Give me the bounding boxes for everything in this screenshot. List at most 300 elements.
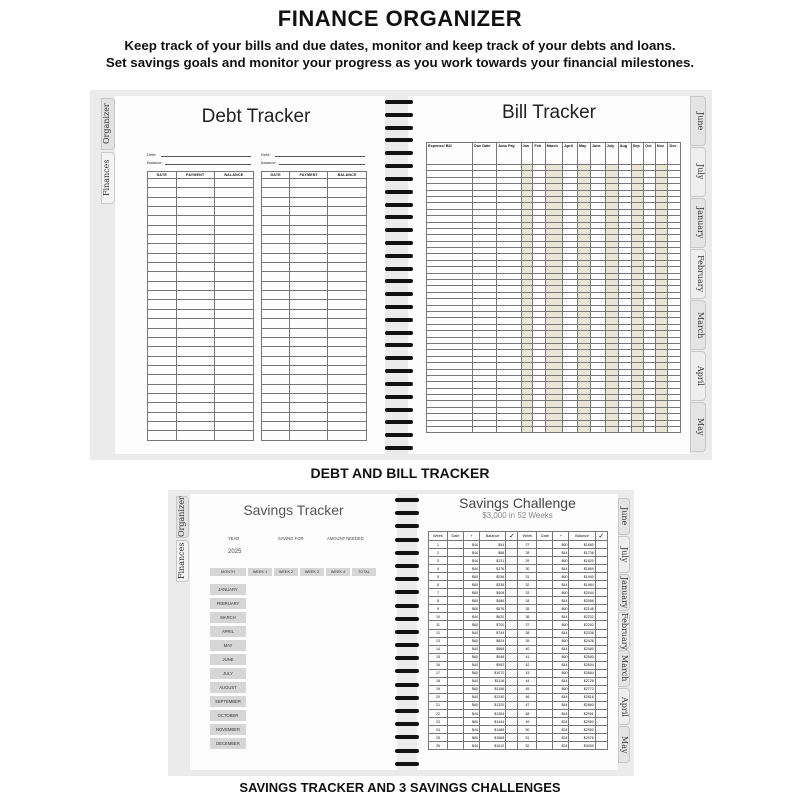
table-cell[interactable] (595, 621, 607, 629)
tab-january[interactable]: January (618, 574, 630, 611)
table-cell[interactable] (506, 573, 518, 581)
tab-may[interactable]: May (618, 726, 630, 763)
table-cell[interactable] (590, 427, 605, 433)
table-cell[interactable] (148, 253, 177, 262)
table-cell[interactable] (148, 300, 177, 309)
table-cell[interactable] (262, 421, 290, 430)
table-cell[interactable] (290, 197, 328, 206)
table-cell[interactable] (506, 709, 518, 717)
table-cell[interactable] (537, 718, 553, 726)
table-cell[interactable] (214, 309, 253, 318)
table-cell[interactable] (262, 253, 290, 262)
table-cell[interactable] (290, 356, 328, 365)
table-cell[interactable] (537, 565, 553, 573)
tab-june[interactable]: June (690, 96, 706, 146)
table-cell[interactable] (328, 431, 367, 440)
table-cell[interactable] (506, 581, 518, 589)
table-cell[interactable] (595, 709, 607, 717)
table-cell[interactable] (176, 188, 214, 197)
table-cell[interactable] (214, 207, 253, 216)
table-cell[interactable] (290, 188, 328, 197)
table-cell[interactable] (328, 319, 367, 328)
table-cell[interactable] (214, 347, 253, 356)
table-cell[interactable] (537, 709, 553, 717)
table-cell[interactable] (668, 427, 681, 433)
table-cell[interactable] (447, 677, 463, 685)
table-cell[interactable] (595, 581, 607, 589)
table-cell[interactable] (506, 685, 518, 693)
table-cell[interactable] (506, 734, 518, 742)
table-cell[interactable] (148, 337, 177, 346)
table-cell[interactable] (447, 637, 463, 645)
table-cell[interactable] (447, 653, 463, 661)
table-cell[interactable] (447, 589, 463, 597)
table-cell[interactable] (506, 613, 518, 621)
table-cell[interactable] (537, 726, 553, 734)
table-cell[interactable] (214, 412, 253, 421)
table-cell[interactable] (447, 669, 463, 677)
table-cell[interactable] (262, 244, 290, 253)
table-cell[interactable] (214, 431, 253, 440)
table-cell[interactable] (537, 589, 553, 597)
table-cell[interactable] (262, 403, 290, 412)
table-cell[interactable] (176, 375, 214, 384)
table-cell[interactable] (447, 605, 463, 613)
table-cell[interactable] (262, 356, 290, 365)
table-cell[interactable] (537, 549, 553, 557)
table-cell[interactable] (595, 589, 607, 597)
table-cell[interactable] (537, 661, 553, 669)
table-cell[interactable] (447, 661, 463, 669)
table-cell[interactable] (214, 384, 253, 393)
table-cell[interactable] (595, 629, 607, 637)
table-cell[interactable] (262, 412, 290, 421)
table-cell[interactable] (328, 403, 367, 412)
table-cell[interactable] (447, 565, 463, 573)
table-cell[interactable] (537, 597, 553, 605)
table-cell[interactable] (328, 216, 367, 225)
table-cell[interactable] (214, 328, 253, 337)
table-cell[interactable] (148, 281, 177, 290)
table-cell[interactable] (148, 225, 177, 234)
table-cell[interactable] (537, 701, 553, 709)
table-cell[interactable] (506, 653, 518, 661)
table-cell[interactable] (506, 589, 518, 597)
table-cell[interactable] (595, 645, 607, 653)
table-cell[interactable] (148, 309, 177, 318)
table-cell[interactable] (506, 541, 518, 549)
table-cell[interactable] (328, 412, 367, 421)
table-cell[interactable] (506, 693, 518, 701)
table-cell[interactable] (262, 263, 290, 272)
tab-april[interactable]: April (690, 351, 706, 401)
table-cell[interactable] (262, 179, 290, 188)
table-cell[interactable] (447, 557, 463, 565)
table-cell[interactable] (328, 263, 367, 272)
table-cell[interactable] (595, 685, 607, 693)
table-cell[interactable] (214, 291, 253, 300)
table-cell[interactable] (328, 337, 367, 346)
table-cell[interactable] (262, 197, 290, 206)
table-cell[interactable] (447, 718, 463, 726)
table-cell[interactable] (290, 365, 328, 374)
table-cell[interactable] (214, 421, 253, 430)
table-cell[interactable] (506, 557, 518, 565)
table-cell[interactable] (328, 356, 367, 365)
table-cell[interactable] (176, 319, 214, 328)
table-cell[interactable] (176, 412, 214, 421)
table-cell[interactable] (537, 677, 553, 685)
table-cell[interactable] (176, 216, 214, 225)
table-cell[interactable] (328, 365, 367, 374)
table-cell[interactable] (262, 393, 290, 402)
tab-june[interactable]: June (618, 498, 630, 535)
table-cell[interactable] (618, 427, 631, 433)
table-cell[interactable] (537, 685, 553, 693)
tab-july[interactable]: July (690, 147, 706, 197)
table-cell[interactable] (506, 742, 518, 750)
table-cell[interactable] (595, 677, 607, 685)
table-cell[interactable] (328, 300, 367, 309)
table-cell[interactable] (290, 235, 328, 244)
table-cell[interactable] (176, 179, 214, 188)
table-cell[interactable] (262, 272, 290, 281)
table-cell[interactable] (447, 613, 463, 621)
table-cell[interactable] (290, 244, 328, 253)
table-cell[interactable] (595, 653, 607, 661)
table-cell[interactable] (595, 557, 607, 565)
table-cell[interactable] (148, 356, 177, 365)
table-cell[interactable] (506, 605, 518, 613)
table-cell[interactable] (214, 403, 253, 412)
table-cell[interactable] (148, 347, 177, 356)
table-cell[interactable] (328, 253, 367, 262)
table-cell[interactable] (290, 393, 328, 402)
table-cell[interactable] (537, 653, 553, 661)
table-cell[interactable] (631, 427, 643, 433)
table-cell[interactable] (214, 225, 253, 234)
table-cell[interactable] (262, 225, 290, 234)
table-cell[interactable] (214, 235, 253, 244)
table-cell[interactable] (563, 427, 578, 433)
table-cell[interactable] (176, 263, 214, 272)
tab-february[interactable]: February (620, 613, 629, 651)
table-cell[interactable] (290, 272, 328, 281)
table-cell[interactable] (644, 427, 656, 433)
table-cell[interactable] (328, 328, 367, 337)
table-cell[interactable] (176, 291, 214, 300)
table-cell[interactable] (506, 645, 518, 653)
table-cell[interactable] (262, 216, 290, 225)
table-cell[interactable] (447, 629, 463, 637)
table-cell[interactable] (447, 701, 463, 709)
table-cell[interactable] (148, 216, 177, 225)
table-cell[interactable] (506, 726, 518, 734)
table-cell[interactable] (176, 272, 214, 281)
table-cell[interactable] (595, 661, 607, 669)
table-cell[interactable] (290, 281, 328, 290)
table-cell[interactable] (447, 685, 463, 693)
table-cell[interactable] (290, 375, 328, 384)
table-cell[interactable] (148, 375, 177, 384)
table-cell[interactable] (148, 319, 177, 328)
table-cell[interactable] (214, 300, 253, 309)
table-cell[interactable] (506, 637, 518, 645)
table-cell[interactable] (176, 403, 214, 412)
table-cell[interactable] (447, 693, 463, 701)
table-cell[interactable] (595, 541, 607, 549)
table-cell[interactable] (537, 613, 553, 621)
table-cell[interactable] (537, 693, 553, 701)
table-cell[interactable] (176, 431, 214, 440)
table-cell[interactable] (447, 742, 463, 750)
table-cell[interactable] (290, 421, 328, 430)
table-cell[interactable] (447, 734, 463, 742)
table-cell[interactable] (214, 216, 253, 225)
tab-april[interactable]: April (618, 688, 630, 725)
table-cell[interactable] (148, 384, 177, 393)
table-cell[interactable] (214, 337, 253, 346)
tab-july[interactable]: July (618, 536, 630, 573)
table-cell[interactable] (262, 328, 290, 337)
table-cell[interactable] (262, 319, 290, 328)
table-cell[interactable] (262, 291, 290, 300)
table-cell[interactable] (328, 421, 367, 430)
table-cell[interactable] (447, 645, 463, 653)
table-cell[interactable] (176, 347, 214, 356)
table-cell[interactable] (328, 207, 367, 216)
table-cell[interactable] (290, 403, 328, 412)
table-cell[interactable] (447, 573, 463, 581)
table-cell[interactable] (148, 328, 177, 337)
table-cell[interactable] (148, 403, 177, 412)
table-cell[interactable] (290, 225, 328, 234)
table-cell[interactable] (262, 188, 290, 197)
table-cell[interactable] (262, 337, 290, 346)
table-cell[interactable] (595, 701, 607, 709)
tab-march[interactable]: March (618, 650, 630, 687)
table-cell[interactable] (328, 384, 367, 393)
table-cell[interactable] (537, 581, 553, 589)
table-cell[interactable] (447, 597, 463, 605)
table-cell[interactable] (176, 253, 214, 262)
table-cell[interactable] (537, 645, 553, 653)
table-cell[interactable] (290, 263, 328, 272)
table-cell[interactable] (537, 557, 553, 565)
table-cell[interactable] (214, 281, 253, 290)
table-cell[interactable] (176, 207, 214, 216)
table-cell[interactable] (148, 365, 177, 374)
table-cell[interactable] (595, 613, 607, 621)
table-cell[interactable] (595, 693, 607, 701)
table-cell[interactable] (577, 427, 590, 433)
table-cell[interactable] (595, 597, 607, 605)
table-cell[interactable] (595, 605, 607, 613)
table-cell[interactable] (148, 244, 177, 253)
table-cell[interactable] (328, 309, 367, 318)
table-cell[interactable] (506, 701, 518, 709)
table-cell[interactable] (328, 375, 367, 384)
table-cell[interactable] (176, 244, 214, 253)
table-cell[interactable] (506, 677, 518, 685)
table-cell[interactable] (595, 573, 607, 581)
table-cell[interactable] (545, 427, 563, 433)
table-cell[interactable] (447, 709, 463, 717)
table-cell[interactable] (262, 431, 290, 440)
table-cell[interactable] (595, 734, 607, 742)
table-cell[interactable] (506, 629, 518, 637)
table-cell[interactable] (262, 384, 290, 393)
table-cell[interactable] (214, 179, 253, 188)
table-cell[interactable] (262, 300, 290, 309)
table-cell[interactable] (262, 365, 290, 374)
table-cell[interactable] (506, 669, 518, 677)
table-cell[interactable] (595, 549, 607, 557)
table-cell[interactable] (148, 197, 177, 206)
table-cell[interactable] (328, 188, 367, 197)
table-cell[interactable] (290, 384, 328, 393)
tab-organizer[interactable]: Organizer (101, 98, 115, 150)
tab-finances[interactable]: Finances (101, 152, 115, 204)
table-cell[interactable] (537, 629, 553, 637)
table-cell[interactable] (328, 244, 367, 253)
tab-finances[interactable]: Finances (176, 540, 189, 582)
table-cell[interactable] (328, 347, 367, 356)
tab-march[interactable]: March (690, 300, 706, 350)
table-cell[interactable] (595, 742, 607, 750)
tab-february[interactable]: February (690, 249, 706, 299)
table-cell[interactable] (262, 347, 290, 356)
table-cell[interactable] (497, 427, 521, 433)
table-cell[interactable] (328, 225, 367, 234)
table-cell[interactable] (214, 365, 253, 374)
table-cell[interactable] (176, 300, 214, 309)
table-cell[interactable] (595, 669, 607, 677)
table-cell[interactable] (176, 365, 214, 374)
table-cell[interactable] (176, 356, 214, 365)
table-cell[interactable] (214, 375, 253, 384)
table-cell[interactable] (473, 427, 497, 433)
table-cell[interactable] (148, 272, 177, 281)
table-cell[interactable] (176, 235, 214, 244)
table-cell[interactable] (214, 253, 253, 262)
table-cell[interactable] (148, 291, 177, 300)
table-cell[interactable] (537, 605, 553, 613)
table-cell[interactable] (290, 291, 328, 300)
table-cell[interactable] (176, 393, 214, 402)
table-cell[interactable] (595, 565, 607, 573)
table-cell[interactable] (447, 726, 463, 734)
table-cell[interactable] (176, 197, 214, 206)
table-cell[interactable] (214, 244, 253, 253)
table-cell[interactable] (176, 309, 214, 318)
tab-may[interactable]: May (690, 402, 706, 452)
table-cell[interactable] (148, 179, 177, 188)
table-cell[interactable] (214, 188, 253, 197)
table-cell[interactable] (148, 412, 177, 421)
table-cell[interactable] (290, 328, 328, 337)
table-cell[interactable] (328, 393, 367, 402)
table-cell[interactable] (148, 188, 177, 197)
table-cell[interactable] (328, 291, 367, 300)
table-cell[interactable] (290, 412, 328, 421)
table-cell[interactable] (655, 427, 668, 433)
table-cell[interactable] (537, 742, 553, 750)
table-cell[interactable] (290, 207, 328, 216)
table-cell[interactable] (290, 300, 328, 309)
table-cell[interactable] (262, 375, 290, 384)
table-cell[interactable] (506, 621, 518, 629)
table-cell[interactable] (214, 272, 253, 281)
table-cell[interactable] (148, 431, 177, 440)
table-cell[interactable] (595, 637, 607, 645)
table-cell[interactable] (262, 235, 290, 244)
tab-january[interactable]: January (690, 198, 706, 248)
table-cell[interactable] (521, 427, 533, 433)
table-cell[interactable] (328, 235, 367, 244)
table-cell[interactable] (328, 179, 367, 188)
table-cell[interactable] (447, 541, 463, 549)
table-cell[interactable] (427, 427, 473, 433)
table-cell[interactable] (176, 384, 214, 393)
table-cell[interactable] (290, 309, 328, 318)
table-cell[interactable] (447, 621, 463, 629)
tab-organizer[interactable]: Organizer (176, 496, 189, 538)
table-cell[interactable] (214, 319, 253, 328)
table-cell[interactable] (148, 263, 177, 272)
table-cell[interactable] (148, 235, 177, 244)
table-cell[interactable] (290, 319, 328, 328)
table-cell[interactable] (290, 337, 328, 346)
table-cell[interactable] (176, 281, 214, 290)
table-cell[interactable] (290, 179, 328, 188)
table-cell[interactable] (595, 718, 607, 726)
table-cell[interactable] (262, 309, 290, 318)
table-cell[interactable] (148, 421, 177, 430)
table-cell[interactable] (290, 347, 328, 356)
table-cell[interactable] (533, 427, 545, 433)
table-cell[interactable] (176, 421, 214, 430)
table-cell[interactable] (605, 427, 618, 433)
table-cell[interactable] (214, 393, 253, 402)
table-cell[interactable] (537, 669, 553, 677)
table-cell[interactable] (176, 328, 214, 337)
table-cell[interactable] (214, 263, 253, 272)
table-cell[interactable] (148, 393, 177, 402)
table-cell[interactable] (214, 197, 253, 206)
table-cell[interactable] (506, 661, 518, 669)
table-cell[interactable] (447, 549, 463, 557)
table-cell[interactable] (262, 281, 290, 290)
table-cell[interactable] (537, 541, 553, 549)
table-cell[interactable] (537, 621, 553, 629)
table-cell[interactable] (328, 197, 367, 206)
table-cell[interactable] (506, 565, 518, 573)
table-cell[interactable] (537, 734, 553, 742)
table-cell[interactable] (290, 216, 328, 225)
table-cell[interactable] (447, 581, 463, 589)
table-cell[interactable] (262, 207, 290, 216)
table-cell[interactable] (214, 356, 253, 365)
table-cell[interactable] (290, 253, 328, 262)
table-cell[interactable] (537, 573, 553, 581)
table-cell[interactable] (537, 637, 553, 645)
table-cell[interactable] (506, 549, 518, 557)
table-cell[interactable] (290, 431, 328, 440)
table-cell[interactable] (176, 225, 214, 234)
table-cell[interactable] (176, 337, 214, 346)
table-cell[interactable] (506, 597, 518, 605)
